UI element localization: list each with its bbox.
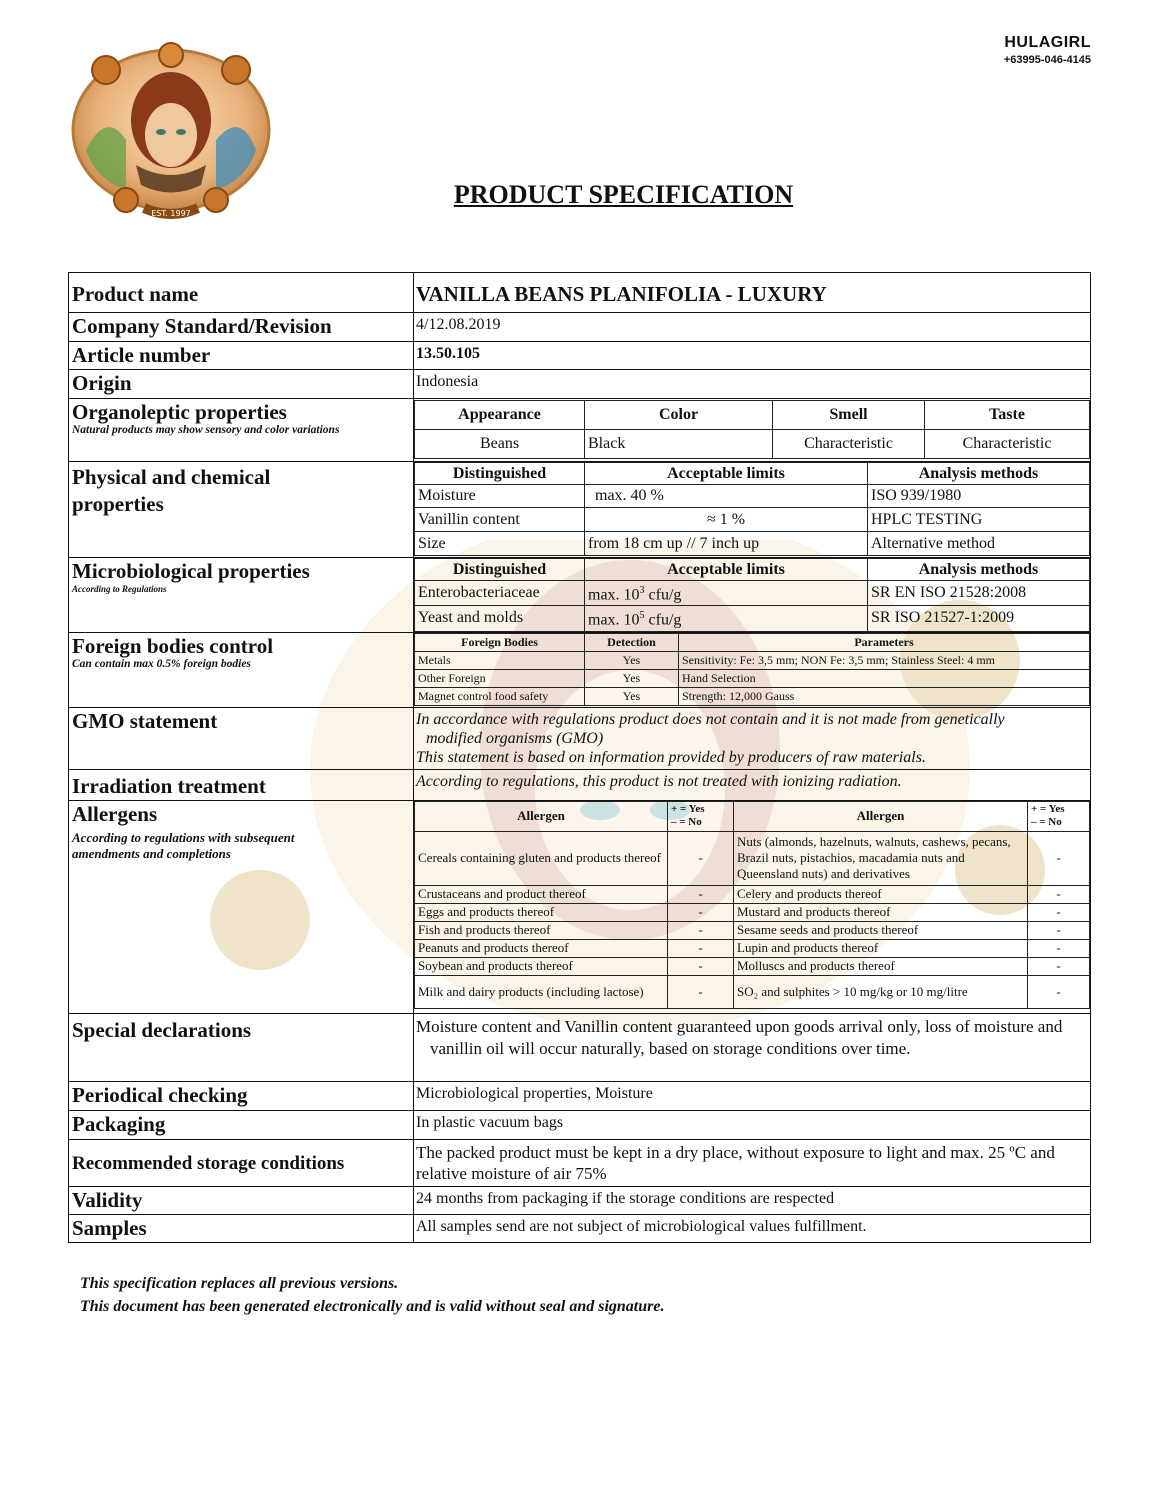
specification-table [68, 272, 1091, 1243]
allergen-name: SO₂ and sulphites > 10 mg/kg or 10 mg/litre [734, 975, 1028, 1008]
micro-label: Microbiological properties [72, 559, 310, 583]
packaging-row [69, 1110, 1091, 1139]
origin-value: Indonesia [414, 370, 1091, 399]
gmo-text: modified organisms (GMO) [426, 729, 604, 747]
storage-value: The packed product must be kept in a dry place, without exposure to light and max. 25 ºC and relative moisture of air 75% [416, 1142, 1055, 1183]
physical-limit: from 18 cm up // 7 inch up [585, 532, 868, 556]
samples-value: All samples send are not subject of microbiological values fulfillment. [414, 1214, 1091, 1242]
organoleptic-value: Black [585, 430, 773, 459]
allergen-header: Allergen [734, 801, 1028, 831]
origin-row [69, 370, 1091, 399]
company-header [1004, 34, 1091, 66]
micro-header: Acceptable limits [585, 559, 868, 581]
brand-name: HULAGIRL [1004, 34, 1091, 51]
micro-name: Yeast and molds [415, 606, 585, 631]
packaging-label: Packaging [72, 1111, 166, 1136]
physical-label: Physical and chemical properties [72, 465, 271, 516]
special-value: Moisture content and Vanillin content guaranteed upon goods arrival only, loss of moisture and vanillin oil will occur naturally, based on storage conditions over time. [416, 1016, 1063, 1058]
allergen-status: - [1028, 939, 1090, 957]
gmo-text: In accordance with regulations product does not contain and it is not made from genetically [416, 710, 1005, 728]
allergen-status: - [668, 831, 734, 885]
special-label: Special declarations [72, 1017, 252, 1042]
allergen-name: Eggs and products thereof [415, 903, 668, 921]
organoleptic-table [414, 400, 1090, 459]
irradiation-label: Irradiation treatment [72, 773, 266, 798]
gmo-label: GMO statement [72, 708, 218, 733]
foreign-name: Metals [415, 651, 585, 669]
allergen-name: Soybean and products thereof [415, 957, 668, 975]
article-number-value: 13.50.105 [414, 342, 1091, 370]
physical-limit: ≈ 1 % [585, 508, 868, 532]
product-name-value: VANILLA BEANS PLANIFOLIA - LUXURY [416, 282, 827, 306]
allergens-row [69, 800, 1091, 1013]
allergen-name: Fish and products thereof [415, 921, 668, 939]
periodical-row [69, 1081, 1091, 1110]
organoleptic-value: Characteristic [925, 430, 1090, 459]
allergen-header: Allergen [415, 801, 668, 831]
product-name-row [69, 273, 1091, 313]
foreign-row [69, 632, 1091, 707]
organoleptic-header: Appearance [415, 401, 585, 430]
micro-method: SR EN ISO 21528:2008 [868, 581, 1090, 606]
foreign-detection: Yes [585, 651, 679, 669]
irradiation-row [69, 769, 1091, 800]
allergen-name: Nuts (almonds, hazelnuts, walnuts, cashews, pecans, Brazil nuts, pistachios, macadamia nuts and Queensland nuts) and derivatives [734, 831, 1028, 885]
organoleptic-label: Organoleptic properties [72, 400, 287, 424]
allergen-status: - [668, 921, 734, 939]
allergen-name: Celery and products thereof [734, 885, 1028, 903]
validity-row [69, 1186, 1091, 1214]
gmo-row [69, 707, 1091, 769]
allergen-status: - [668, 957, 734, 975]
allergen-name: Molluscs and products thereof [734, 957, 1028, 975]
foreign-detection: Yes [585, 669, 679, 687]
physical-row [69, 462, 1091, 558]
packaging-value: In plastic vacuum bags [414, 1110, 1091, 1139]
foreign-table [414, 633, 1090, 706]
physical-name: Size [415, 532, 585, 556]
allergen-status: - [668, 939, 734, 957]
samples-label: Samples [72, 1215, 147, 1240]
micro-limit: max. $10^5$ cfu/g [585, 606, 868, 631]
allergen-name: Milk and dairy products (including lactose) [415, 975, 668, 1008]
organoleptic-value: Beans [415, 430, 585, 459]
physical-header: Analysis methods [868, 463, 1090, 485]
phone-number: +63995-046-4145 [1003, 54, 1091, 66]
allergen-status: - [1028, 921, 1090, 939]
foreign-label: Foreign bodies control [72, 633, 274, 658]
article-number-label: Article number [72, 343, 211, 367]
physical-method: ISO 939/1980 [868, 485, 1090, 508]
allergen-status: - [668, 975, 734, 1008]
foreign-parameter: Strength: 12,000 Gauss [679, 687, 1090, 705]
gmo-text: This statement is based on information provided by producers of raw materials. [416, 748, 926, 766]
storage-label: Recommended storage conditions [72, 1152, 345, 1174]
foreign-parameter: Hand Selection [679, 669, 1090, 687]
micro-row [69, 558, 1091, 633]
company-standard-row [69, 313, 1091, 342]
footer-line: This specification replaces all previous versions. [80, 1275, 399, 1292]
micro-method: SR ISO 21527-1:2009 [868, 606, 1090, 631]
organoleptic-value: Characteristic [773, 430, 925, 459]
allergen-status: - [668, 903, 734, 921]
micro-note: According to Regulations [72, 584, 167, 594]
physical-table [414, 462, 1090, 556]
allergen-name: Mustard and products thereof [734, 903, 1028, 921]
allergen-status: - [1028, 885, 1090, 903]
company-standard-label: Company Standard/Revision [72, 314, 332, 338]
micro-limit: max. $10^3$ cfu/g [585, 581, 868, 606]
allergen-name: Lupin and products thereof [734, 939, 1028, 957]
foreign-header: Parameters [679, 633, 1090, 651]
periodical-value: Microbiological properties, Moisture [414, 1081, 1091, 1110]
allergen-status: - [1028, 903, 1090, 921]
physical-header: Distinguished [415, 463, 585, 485]
footer-line: This document has been generated electronically and is valid without seal and signature. [80, 1298, 665, 1315]
validity-value: 24 months from packaging if the storage conditions are respected [414, 1186, 1091, 1214]
allergens-table: Allergen + = Yes – = No Allergen + = Yes – = No Cereals containing gluten and products thereof - Nuts (almonds, hazelnuts, walnuts, cashews, pecans, Brazil nuts, pistachios, macadamia nuts and Queensland nuts) and derivatives - Crustaceans and product thereof - Celery and products thereof - Eggs and products thereof - Mustard and products thereof - Fish and products thereof - Sesame seeds and products thereof - Peanuts and products thereof - Lupin and products thereof - Soybean and products thereof - Molluscs and products thereof - Milk and dairy products (including lactose) - SO₂ and sulphites > 10 mg/kg or 10 mg/litre - [414, 801, 1090, 1009]
micro-table [414, 558, 1090, 632]
article-number-row [69, 342, 1091, 370]
foreign-name: Magnet control food safety [415, 687, 585, 705]
allergen-name: Sesame seeds and products thereof [734, 921, 1028, 939]
micro-header: Distinguished [415, 559, 585, 581]
micro-name: Enterobacteriaceae [415, 581, 585, 606]
foreign-detection: Yes [585, 687, 679, 705]
samples-row [69, 1214, 1091, 1242]
organoleptic-note: Natural products may show sensory and color variations [72, 424, 340, 436]
physical-name: Moisture [415, 485, 585, 508]
svg-text:EST. 1997: EST. 1997 [151, 209, 191, 218]
allergens-note: According to regulations with subsequent amendments and completions [72, 829, 295, 861]
footer-notes [80, 1272, 664, 1318]
foreign-note: Can contain max 0.5% foreign bodies [72, 657, 251, 670]
organoleptic-header: Smell [773, 401, 925, 430]
origin-label: Origin [72, 371, 132, 395]
physical-name: Vanillin content [415, 508, 585, 532]
special-row [69, 1013, 1091, 1081]
foreign-name: Other Foreign [415, 669, 585, 687]
organoleptic-row [69, 399, 1091, 462]
allergen-status: - [668, 885, 734, 903]
periodical-label: Periodical checking [72, 1082, 248, 1107]
physical-limit: max. 40 % [585, 485, 868, 508]
allergen-status: - [1028, 831, 1090, 885]
micro-header: Analysis methods [868, 559, 1090, 581]
foreign-header: Foreign Bodies [415, 633, 585, 651]
organoleptic-header: Taste [925, 401, 1090, 430]
allergen-name: Cereals containing gluten and products thereof [415, 831, 668, 885]
physical-method: Alternative method [868, 532, 1090, 556]
foreign-header: Detection [585, 633, 679, 651]
foreign-parameter: Sensitivity: Fe: 3,5 mm; NON Fe: 3,5 mm; Stainless Steel: 4 mm [679, 651, 1090, 669]
validity-label: Validity [72, 1187, 143, 1212]
physical-header: Acceptable limits [585, 463, 868, 485]
irradiation-value: According to regulations, this product is not treated with ionizing radiation. [414, 769, 1091, 800]
storage-row [69, 1139, 1091, 1186]
organoleptic-header: Color [585, 401, 773, 430]
product-name-label: Product name [72, 282, 199, 306]
physical-method: HPLC TESTING [868, 508, 1090, 532]
allergen-name: Crustaceans and product thereof [415, 885, 668, 903]
allergen-status: - [1028, 975, 1090, 1008]
page-title: PRODUCT SPECIFICATION [453, 180, 794, 209]
allergen-name: Peanuts and products thereof [415, 939, 668, 957]
allergens-label: Allergens [72, 801, 158, 826]
allergen-status: - [1028, 957, 1090, 975]
company-standard-value: 4/12.08.2019 [414, 313, 1091, 342]
